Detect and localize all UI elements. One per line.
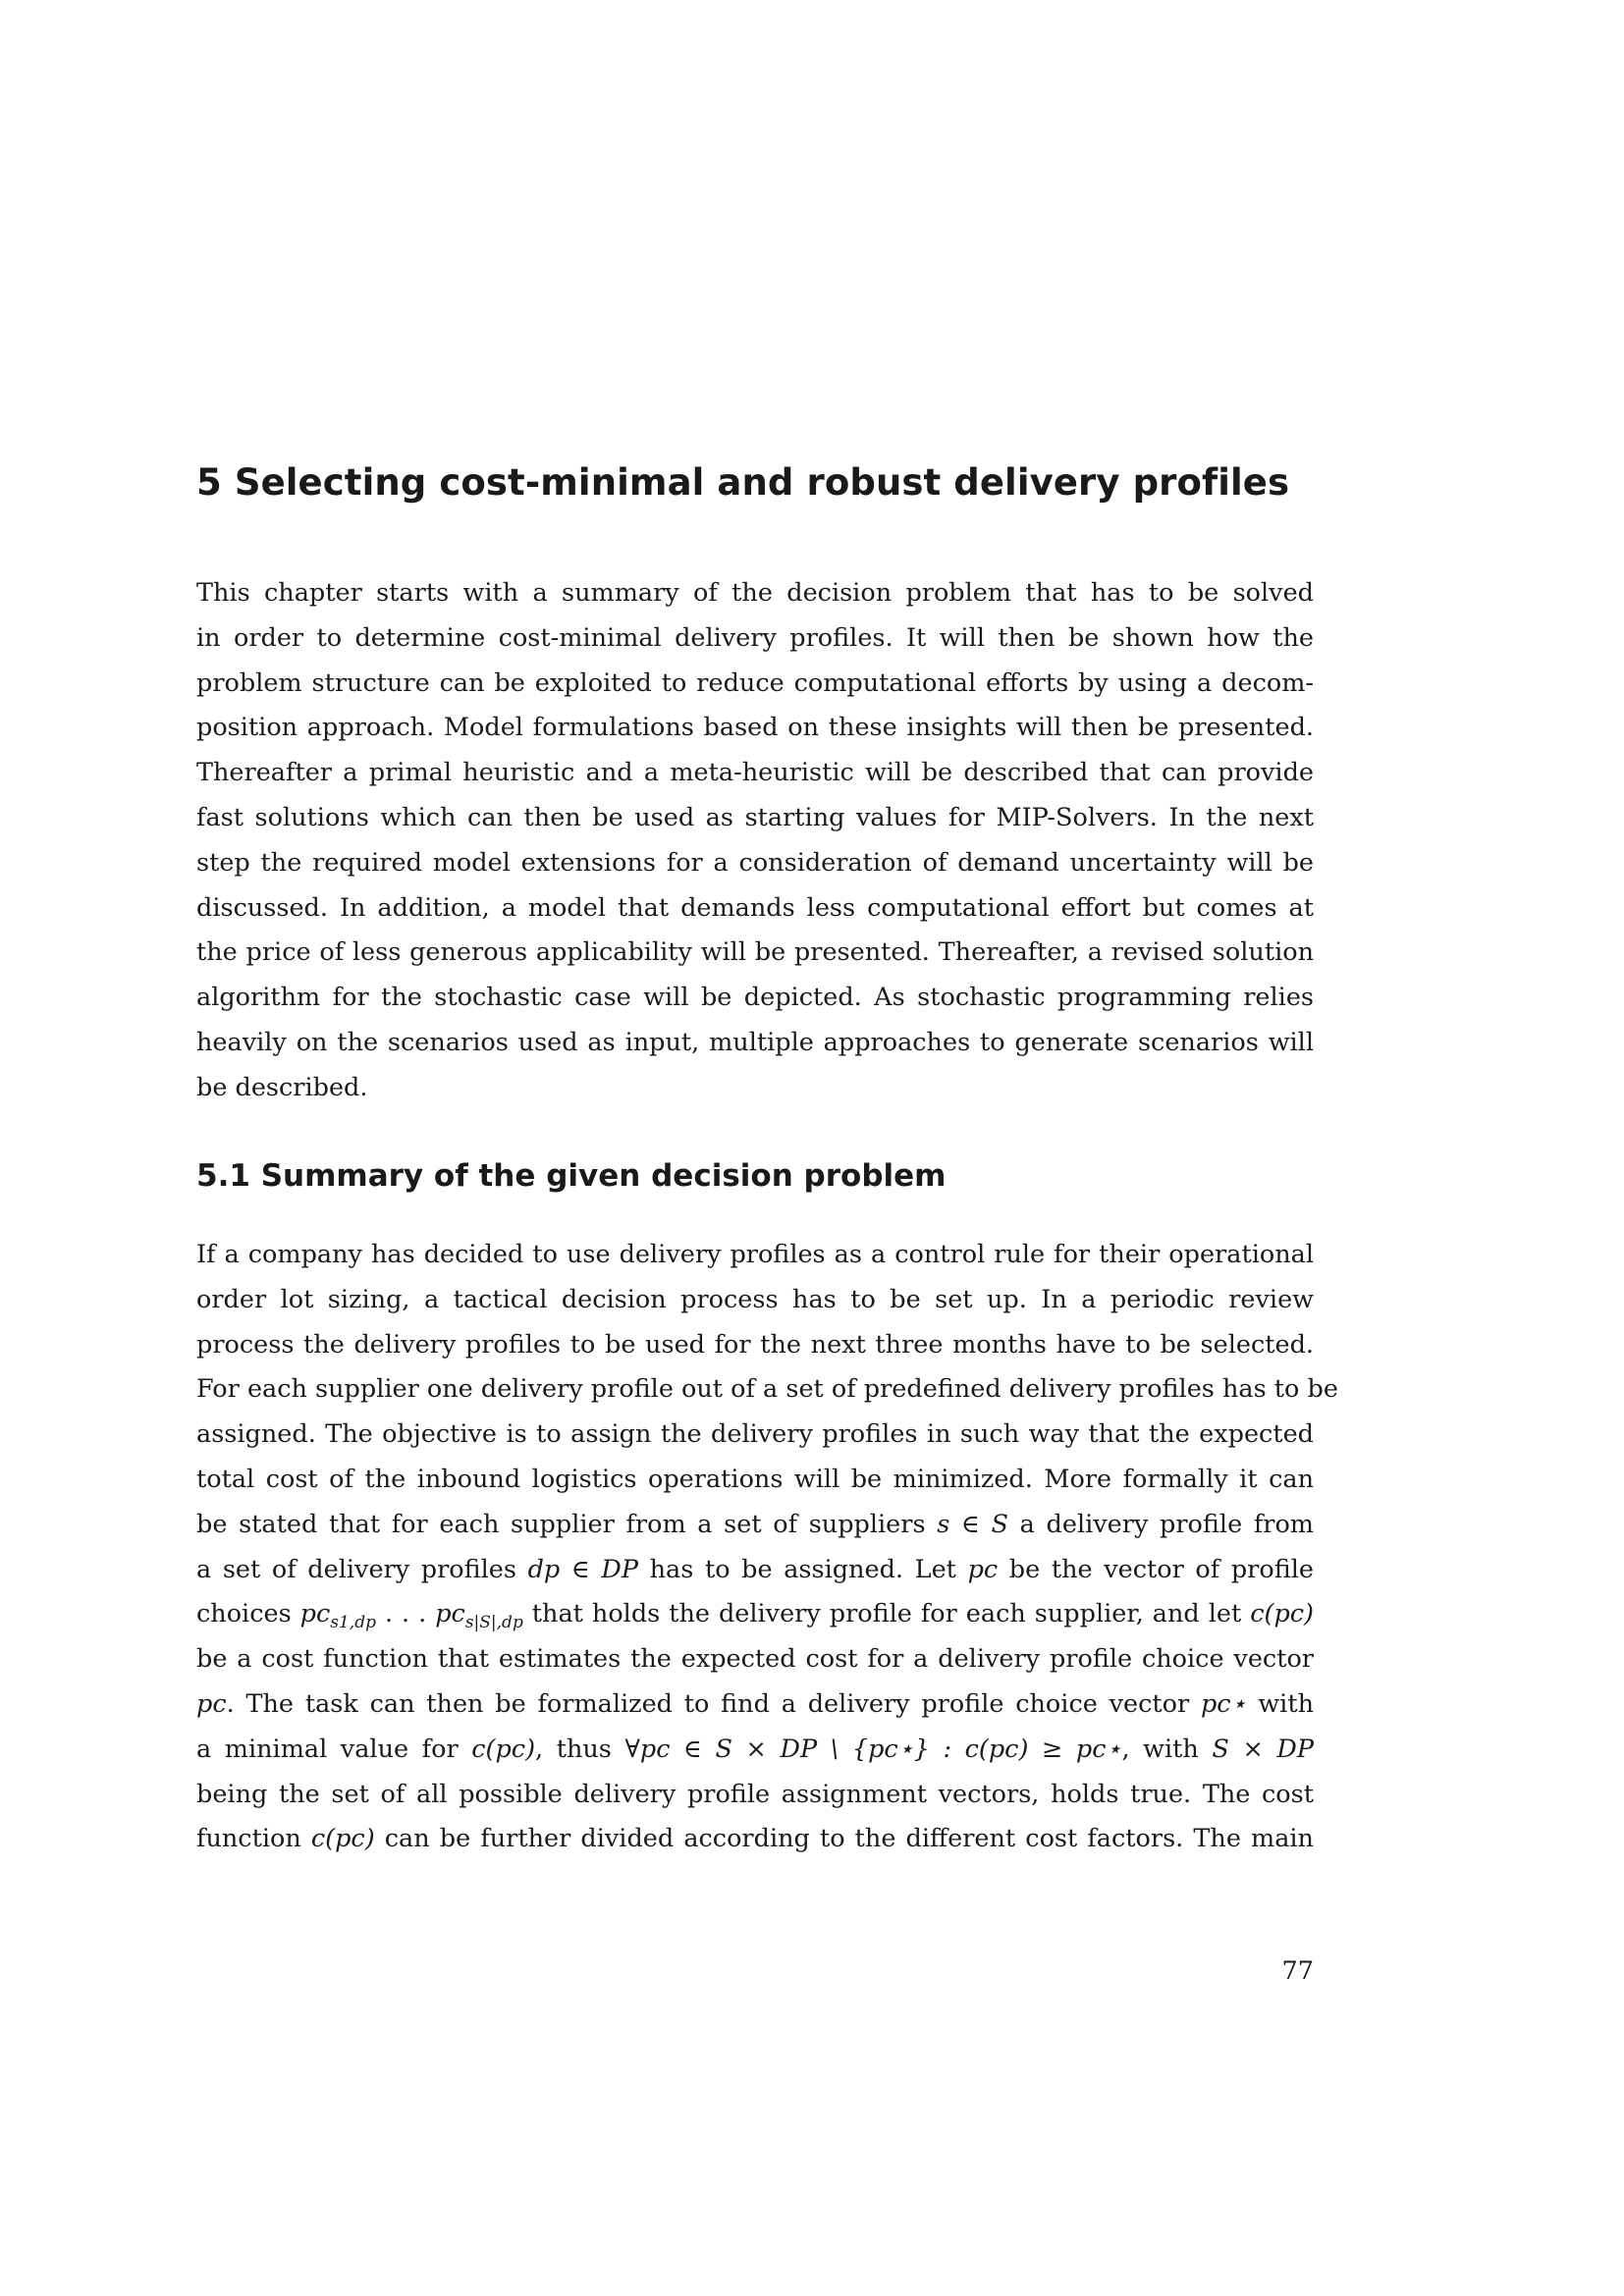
text-line: pc. The task can then be formalized to find a delivery profile choice vector pc⋆ with [196,1688,1314,1719]
text-line: be described. [196,1072,368,1102]
math-expression: c(pc) [471,1734,536,1764]
text-line: This chapter starts with a summary of the decision problem that has to be solved [196,578,1314,608]
page-number: 77 [1281,1956,1314,1986]
text-line: order lot sizing, a tactical decision process has to be set up. In a periodic review [196,1284,1314,1314]
text-line: assigned. The objective is to assign the delivery profiles in such way that the expected [196,1419,1314,1450]
text-line: a set of delivery profiles dp ∈ DP has to be assigned. Let pc be the vector of profile [196,1554,1314,1584]
math-expression: pc [967,1554,999,1584]
text-line: If a company has decided to use delivery profiles as a control rule for their operational [196,1240,1314,1269]
text-line: the price of less generous applicability will be presented. Thereafter, a revised solution [196,937,1314,968]
text-line: position approach. Model formulations based on these insights will then be presented. [196,713,1314,743]
text-line: process the delivery profiles to be used for the next three months have to be selected. [196,1329,1314,1360]
text-line: function c(pc) can be further divided according to the different cost factors. The main [196,1824,1314,1854]
math-expression: ∀pc ∈ S × DP \ {pc⋆} : c(pc) ≥ pc⋆ [624,1734,1122,1764]
chapter-title: 5 Selecting cost-minimal and robust delivery profiles [196,461,1290,504]
text-line: problem structure can be exploited to reduce computational efforts by using a decom- [196,667,1314,698]
text-line: Thereafter a primal heuristic and a meta-heuristic will be described that can provide [196,758,1314,788]
text-line: For each supplier one delivery profile out of a set of predefined delivery profiles has to be [196,1374,1338,1405]
text-line: be stated that for each supplier from a set of suppliers s ∈ S a delivery profile from [196,1509,1314,1539]
math-expression: s ∈ S [937,1509,1009,1539]
text-line: algorithm for the stochastic case will be depicted. As stochastic programming relies [196,983,1314,1013]
text-line: choices $pc_{s1,dp}$ . . . $pc_{s|S|,dp}$ that holds the delivery profile for each supplier, and let c(pc) [196,1599,1315,1633]
text-line: heavily on the scenarios used as input, multiple approaches to generate scenarios will [196,1027,1314,1057]
text-line: being the set of all possible delivery profile assignment vectors, holds true. The cost [196,1779,1314,1809]
section-title: 5.1 Summary of the given decision problem [196,1158,947,1194]
text-line: be a cost function that estimates the expected cost for a delivery profile choice vector [196,1644,1314,1675]
math-subscript: s|S|,dp [464,1613,523,1633]
text-line: discussed. In addition, a model that demands less computational effort but comes at [196,892,1314,923]
text-line: in order to determine cost-minimal delivery profiles. It will then be shown how the [196,622,1314,653]
text-line: fast solutions which can then be used as starting values for MIP-Solvers. In the next [196,802,1314,832]
math-expression: c(pc) [1250,1599,1315,1629]
math-subscript: s1,dp [330,1613,376,1633]
math-expression: dp ∈ DP [527,1554,638,1584]
text-line: total cost of the inbound logistics operations will be minimized. More formally it can [196,1464,1314,1494]
text-line: step the required model extensions for a consideration of demand uncertainty will be [196,847,1314,878]
math-expression: c(pc) [310,1824,375,1854]
math-expression: pc⋆ [1200,1688,1247,1719]
math-expression: pc [299,1599,331,1629]
text-line: a minimal value for c(pc), thus ∀pc ∈ S × DP \ {pc⋆} : c(pc) ≥ pc⋆, with S × DP [196,1734,1314,1764]
intro-paragraph [196,571,1314,1111]
math-expression: pc [435,1599,465,1629]
math-expression: S × DP [1212,1734,1314,1764]
section-paragraph [196,1233,1338,1862]
math-expression: pc [196,1688,227,1719]
